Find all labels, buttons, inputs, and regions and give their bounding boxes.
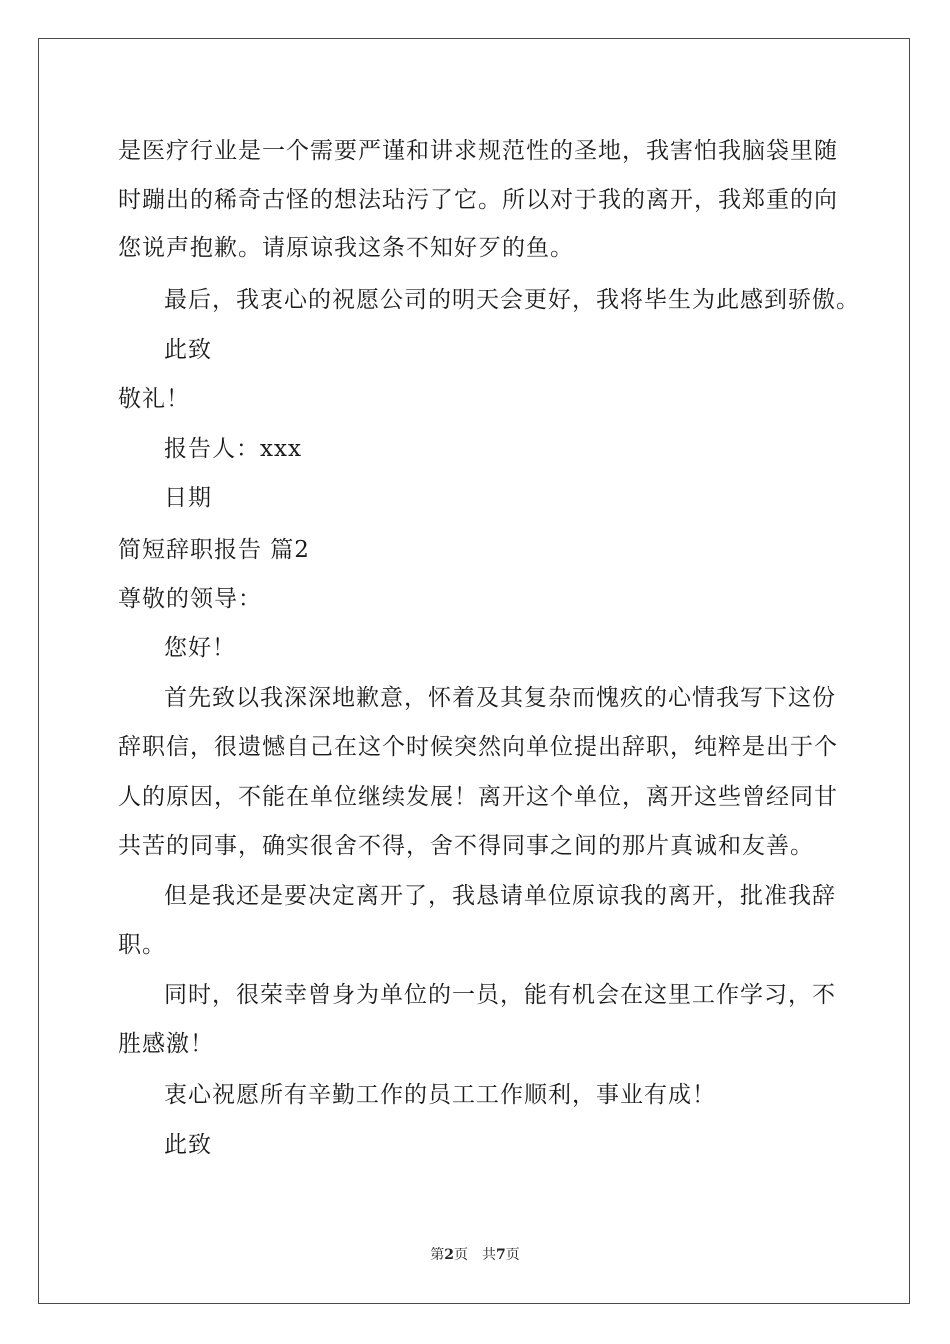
paragraph-line: 是医疗行业是一个需要严谨和讲求规范性的圣地，我害怕我脑袋里随 — [118, 138, 838, 164]
paragraph-line: 最后，我衷心的祝愿公司的明天会更好，我将毕生为此感到骄傲。 — [164, 287, 860, 313]
total-pages-prefix: 共 — [482, 1247, 496, 1263]
paragraph-line: 同时，很荣幸曾身为单位的一员，能有机会在这里工作学习，不 — [164, 982, 836, 1008]
paragraph-line: 首先致以我深深地歉意，怀着及其复杂而愧疚的心情我写下这份 — [164, 685, 836, 711]
greeting-line: 尊敬的领导： — [118, 586, 262, 612]
closing-salutation: 此致 — [164, 337, 212, 363]
paragraph-line: 辞职信，很遗憾自己在这个时候突然向单位提出辞职，纯粹是出于个 — [118, 734, 838, 760]
total-page-count: 7 — [496, 1247, 506, 1263]
page-number-suffix: 页 — [454, 1247, 468, 1263]
section-title: 简短辞职报告 篇2 — [118, 537, 310, 563]
closing-regards: 敬礼！ — [118, 386, 190, 412]
paragraph-line: 职。 — [118, 932, 166, 958]
greeting-hello: 您好！ — [164, 635, 236, 661]
closing-salutation: 此致 — [164, 1132, 212, 1158]
paragraph-line: 人的原因，不能在单位继续发展！离开这个单位，离开这些曾经同甘 — [118, 784, 838, 810]
paragraph-line: 时蹦出的稀奇古怪的想法玷污了它。所以对于我的离开，我郑重的向 — [118, 187, 838, 213]
page-footer — [0, 1246, 950, 1264]
paragraph-line: 胜感激！ — [118, 1031, 214, 1057]
paragraph-line: 您说声抱歉。请原谅我这条不知好歹的鱼。 — [118, 235, 574, 261]
page-border — [38, 38, 910, 1304]
total-pages-suffix: 页 — [505, 1247, 520, 1263]
page-number-prefix: 第 — [430, 1247, 445, 1263]
paragraph-line: 衷心祝愿所有辛勤工作的员工工作顺利，事业有成！ — [164, 1082, 716, 1108]
reporter-line: 报告人：xxx — [164, 436, 302, 462]
paragraph-line: 共苦的同事，确实很舍不得，舍不得同事之间的那片真诚和友善。 — [118, 833, 814, 859]
paragraph-line: 但是我还是要决定离开了，我恳请单位原谅我的离开，批准我辞 — [164, 883, 836, 909]
current-page-number: 2 — [444, 1247, 454, 1263]
date-line: 日期 — [164, 485, 212, 511]
